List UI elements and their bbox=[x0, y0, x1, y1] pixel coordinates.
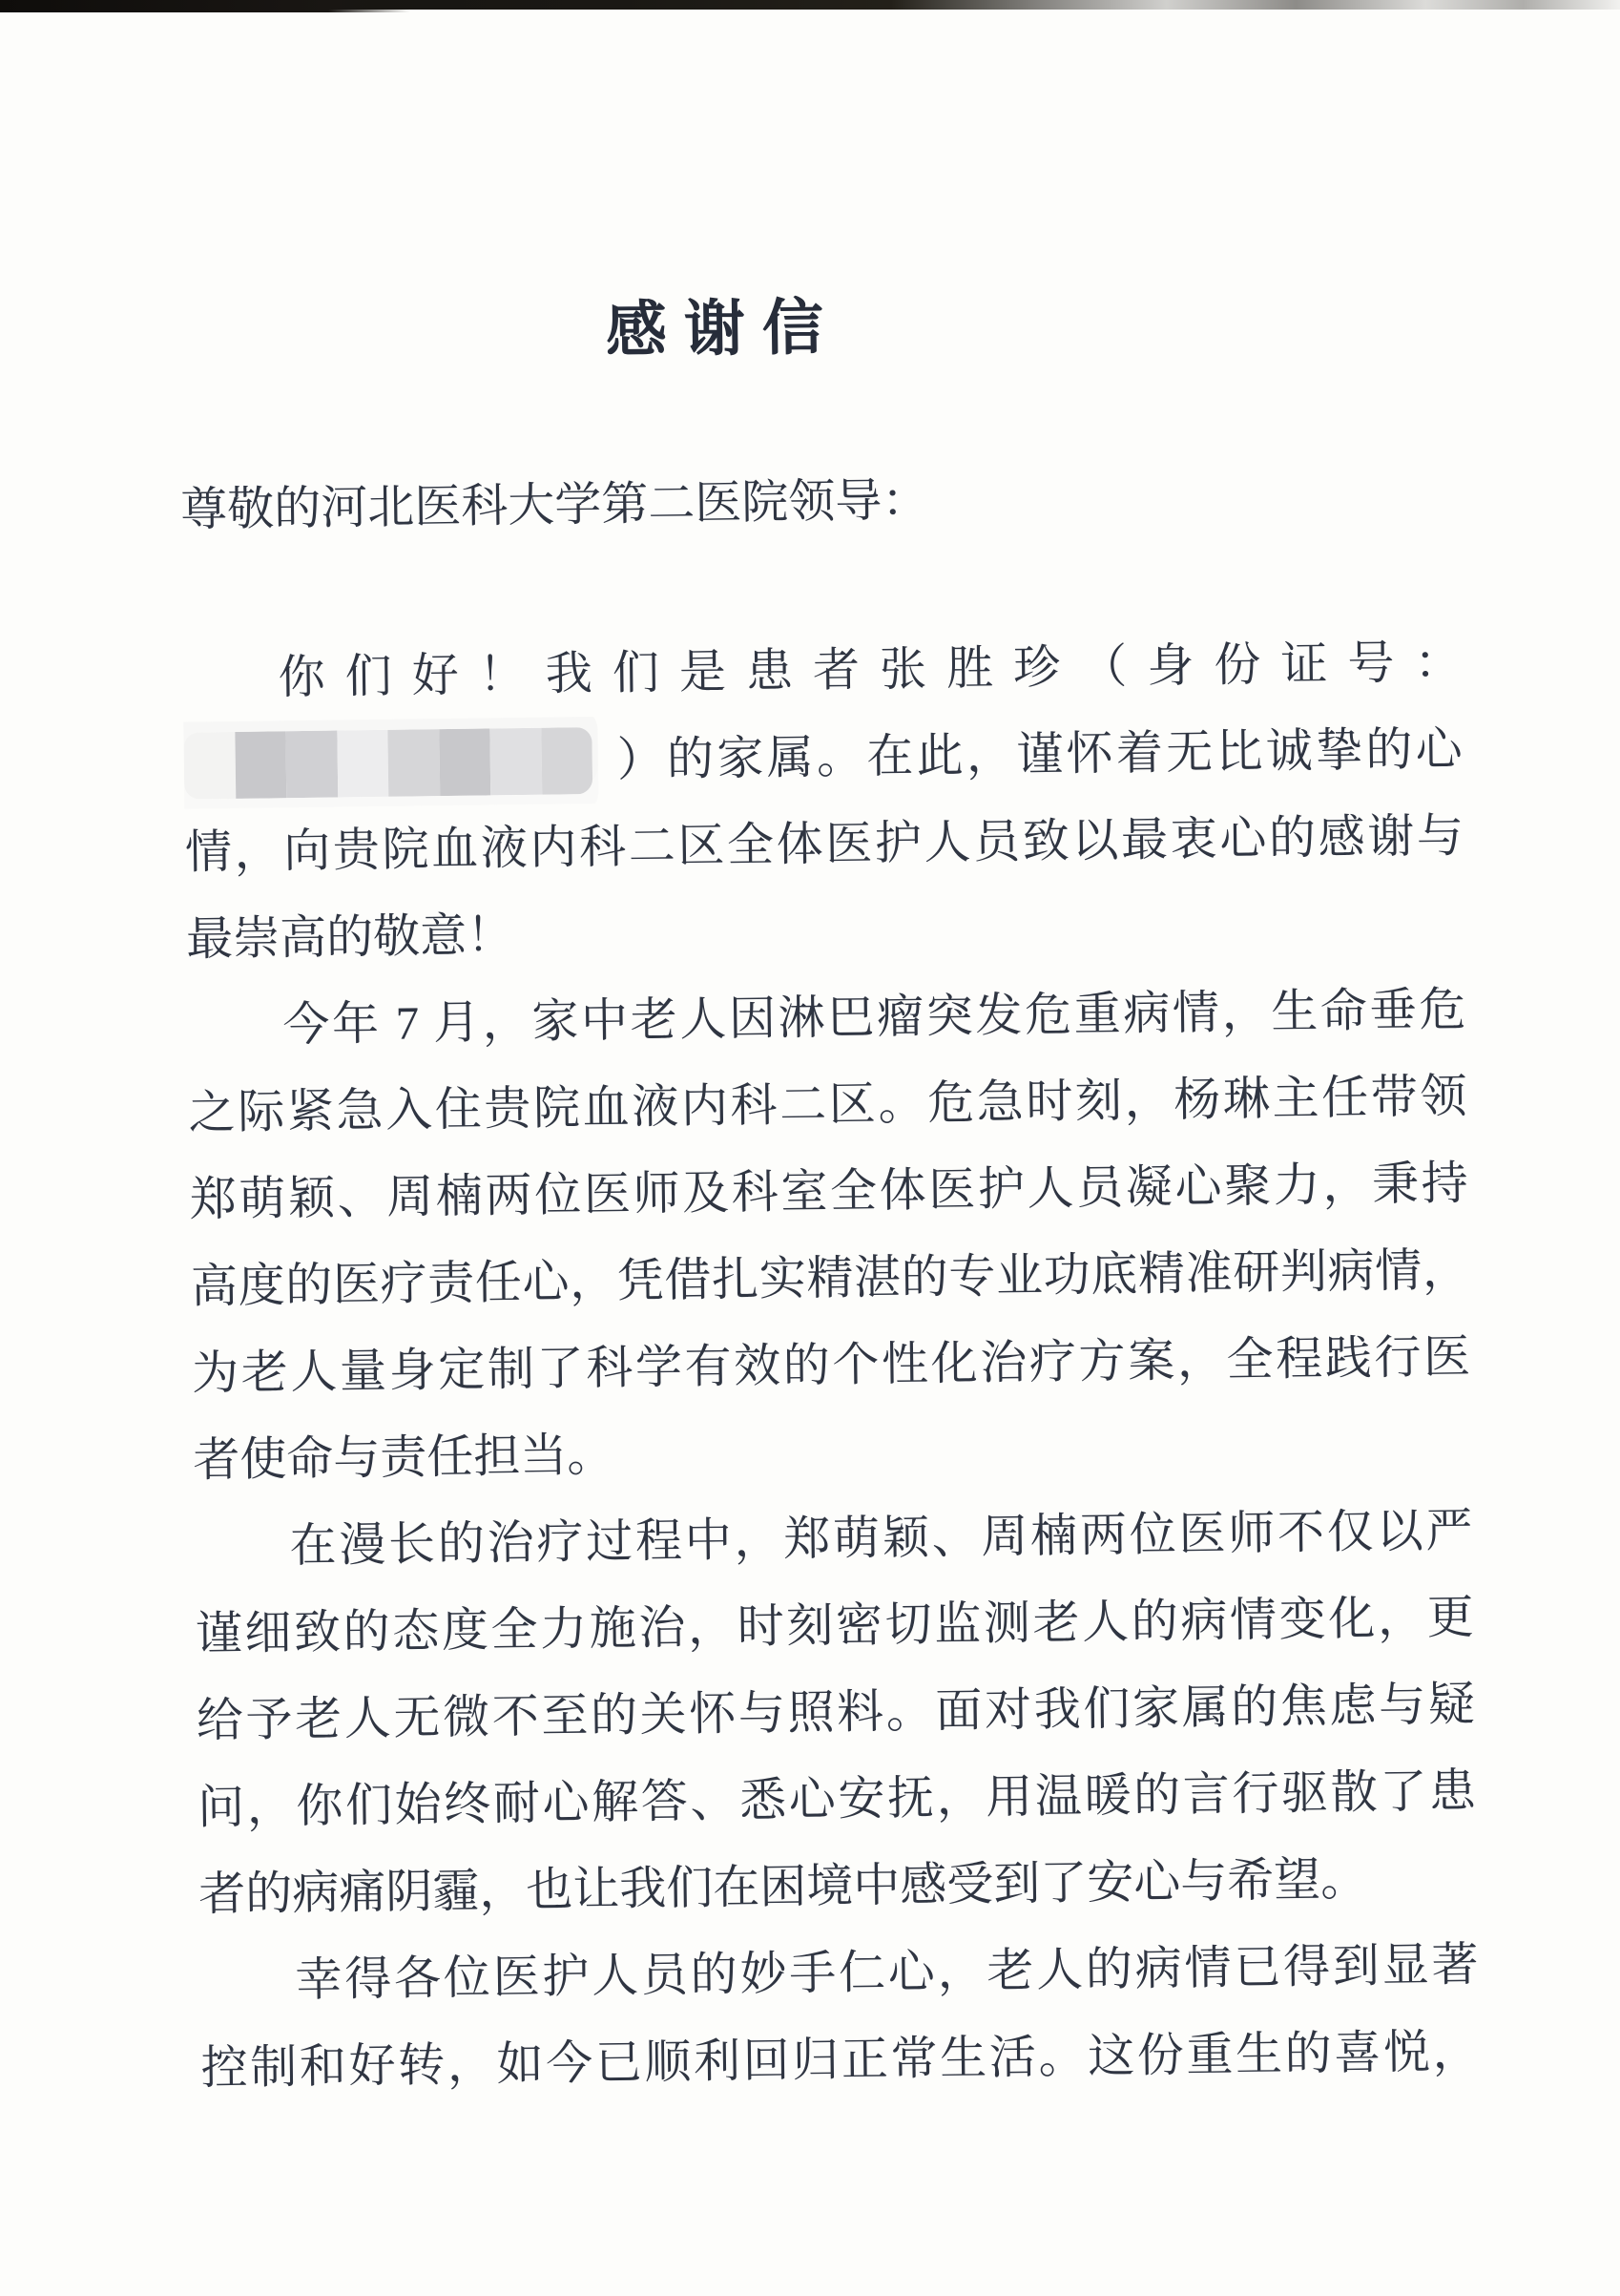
pixel-cell bbox=[235, 731, 286, 799]
pixel-cell bbox=[183, 731, 235, 799]
letter-line: 高度的医疗责任心，凭借扎实精湛的专业功底精准研判病情， bbox=[190, 1243, 1470, 1313]
letter-line: 之际紧急入住贵院血液内科二区。危急时刻，杨琳主任带领 bbox=[188, 1070, 1467, 1139]
pixel-cell bbox=[541, 727, 592, 795]
letter-line: 者的病痛阴霾，也让我们在困境中感受到了安心与希望。 bbox=[197, 1852, 1368, 1921]
letter-line: 最崇高的敬意！ bbox=[185, 908, 514, 966]
letter-line: 问，你们始终耐心解答、悉心安抚，用温暖的言行驱散了患 bbox=[197, 1764, 1477, 1834]
letter-line-text: ）的家属。在此，谨怀着无比诚挚的心 bbox=[616, 722, 1464, 786]
pixel-cell bbox=[489, 727, 541, 795]
pixel-cell bbox=[439, 728, 490, 796]
letter-body bbox=[182, 618, 1480, 2111]
letter-title: 感谢信 bbox=[605, 293, 841, 365]
redacted-id-block bbox=[183, 727, 592, 800]
letter-line: 控制和好转，如今已顺利回归正常生活。这份重生的喜悦， bbox=[200, 2024, 1480, 2095]
pixel-cell bbox=[285, 730, 337, 798]
pixel-cell bbox=[387, 729, 439, 797]
letter-line: 为老人量身定制了科学有效的个性化治疗方案，全程践行医 bbox=[191, 1330, 1471, 1400]
letter-line: 在漫长的治疗过程中，郑萌颖、周楠两位医师不仅以严 bbox=[289, 1504, 1473, 1573]
pixel-cell bbox=[337, 729, 388, 797]
letter-line: 你们好！我们是患者张胜珍（身份证号： bbox=[278, 636, 1462, 704]
letter-line-with-redaction bbox=[183, 705, 1463, 809]
letter-line: 者使命与责任担当。 bbox=[192, 1428, 614, 1487]
letter-line: 谨细致的态度全力施治，时刻密切监测老人的病情变化，更 bbox=[195, 1591, 1474, 1660]
letter-salutation: 尊敬的河北医科大学第二医院领导： bbox=[179, 473, 929, 536]
letter-line: 幸得各位医护人员的妙手仁心，老人的病情已得到显著 bbox=[295, 1937, 1479, 2007]
letter-line: 今年 7 月，家中老人因淋巴瘤突发危重病情，生命垂危 bbox=[282, 983, 1466, 1052]
letter-line: 给予老人无微不至的关怀与照料。面对我们家属的焦虑与疑 bbox=[196, 1678, 1476, 1747]
letter-line: 郑萌颖、周楠两位医师及科室全体医护人员凝心聚力，秉持 bbox=[189, 1157, 1469, 1226]
letter-line: 情，向贵院血液内科二区全体医护人员致以最衷心的感谢与 bbox=[184, 809, 1464, 879]
